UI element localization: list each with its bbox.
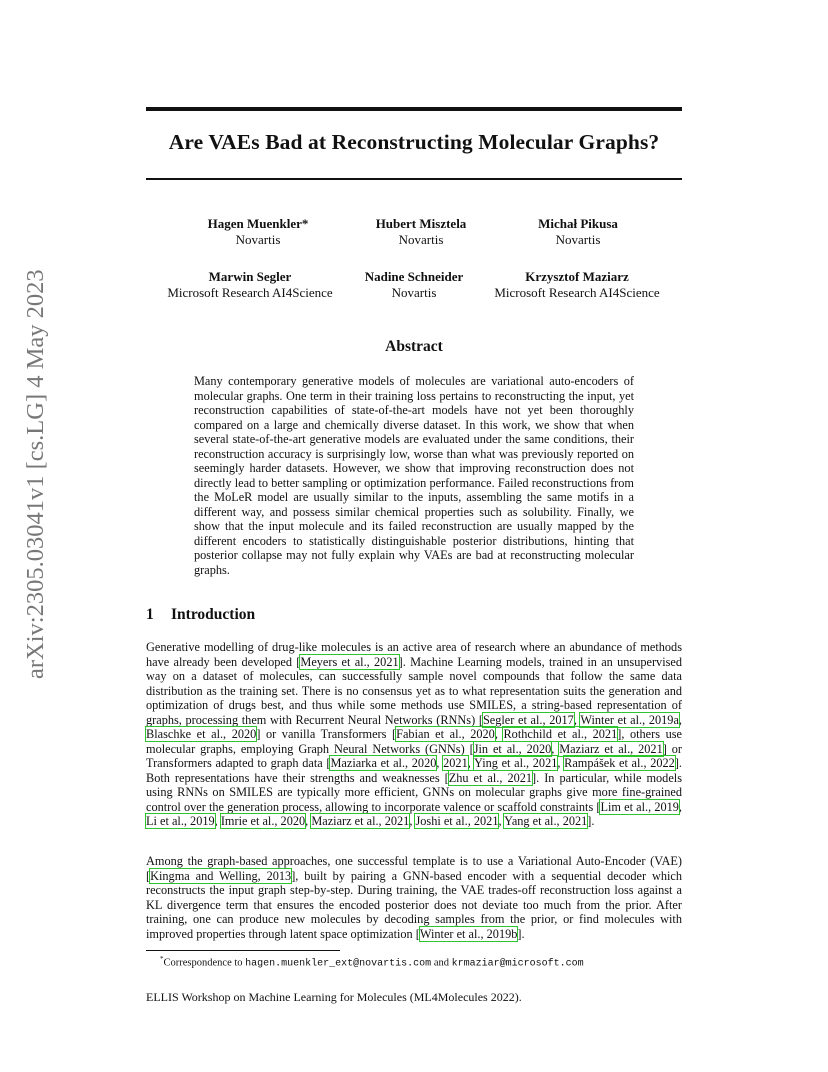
footnote-rule xyxy=(146,950,340,951)
paper-title: Are VAEs Bad at Reconstructing Molecular Graphs? xyxy=(168,130,660,154)
paragraph-text: , xyxy=(494,727,504,741)
footnote-middle: and xyxy=(431,957,452,969)
section-title: Introduction xyxy=(171,606,256,623)
author-affiliation: Novartis xyxy=(398,232,444,247)
citation-link[interactable]: Meyers et al., 2021 xyxy=(300,654,399,669)
citation-link[interactable]: Maziarz et al., 2021 xyxy=(559,741,663,756)
author-affiliation: Novartis xyxy=(555,232,601,247)
paragraph-text: ]. xyxy=(517,926,525,941)
section-number: 1 xyxy=(146,606,154,623)
author-name: Krzysztof Maziarz xyxy=(525,269,629,284)
author-name: Hagen Muenkler* xyxy=(207,216,309,231)
paragraph-text: , xyxy=(551,741,560,756)
citation-link[interactable]: Winter et al., 2019a xyxy=(580,712,679,727)
abstract-text: Many contemporary generative models of molecules are variational auto-encoders of molecular graphs. One term in their training loss pertains to reconstructing the input, yet reconstruction capabilities of state-of-the-art models have not yet been thoroughly compared on a large and chemically diverse dataset. In this work, we show that when several state-of-the-art generative models are evaluated under the same conditions, their reconstruction accuracy is surprisingly low, worse than what was previously reported on seemingly harder datasets. However, we show that improving reconstruction does not directly lead to better sampling or optimization performance. Failed reconstructions from the MoLeR model are usually similar to the inputs, assembling the same motifs in a different way, and possess similar chemical properties such as solubility. Finally, we show that the input molecule and its failed reconstruction are usually mapped by the different encoders to statistically distinguishable posterior distributions, hinting that posterior collapse may not fully explain why VAEs are bad at reconstructing molecular graphs. xyxy=(194,374,634,577)
intro-paragraph-2 xyxy=(146,854,682,941)
venue-note: ELLIS Workshop on Machine Learning for Molecules (ML4Molecules 2022). xyxy=(146,990,522,1004)
author-name: Hubert Misztela xyxy=(375,216,467,231)
paragraph-text: ], others use molecular graphs, employing Graph Neural Networks (GNNs) [ xyxy=(146,727,682,756)
citation-link[interactable]: Fabian et al., 2020 xyxy=(396,727,495,741)
citation-link[interactable]: Maziarz et al., 2021 xyxy=(311,814,410,828)
author-name: Michał Pikusa xyxy=(538,216,618,231)
paragraph-text: , xyxy=(436,756,444,770)
section-heading xyxy=(146,606,255,624)
paragraph-text: , xyxy=(409,814,416,828)
author-affiliation: Novartis xyxy=(235,232,281,247)
title-bottom-rule xyxy=(146,178,682,180)
paragraph-text: ] or vanilla Transformers [ xyxy=(256,727,397,741)
citation-link[interactable]: Lim et al., 2019 xyxy=(600,799,679,814)
email-link[interactable]: krmaziar@microsoft.com xyxy=(451,958,584,970)
footnote-marker: * xyxy=(160,955,164,963)
citation-link[interactable]: Li et al., 2019 xyxy=(146,814,215,828)
footnote xyxy=(160,953,584,971)
paragraph-text: , xyxy=(678,799,682,814)
author-affiliation: Microsoft Research AI4Science xyxy=(167,285,333,300)
abstract-heading: Abstract xyxy=(385,338,443,355)
paragraph-text: ]. Both representations have their strengths and weaknesses [ xyxy=(146,756,682,785)
citation-link[interactable]: Zhu et al., 2021 xyxy=(448,770,533,785)
citation-link[interactable]: Ying et al., 2021 xyxy=(474,756,558,770)
paragraph-text: , xyxy=(573,712,581,727)
author-name: Marwin Segler xyxy=(208,269,292,284)
paragraph-text: , xyxy=(557,756,565,770)
citation-link[interactable]: Imrie et al., 2020 xyxy=(220,814,306,828)
citation-link[interactable]: Winter et al., 2019b xyxy=(419,926,518,941)
paragraph-text: , xyxy=(467,756,474,770)
author-block xyxy=(478,216,678,248)
paragraph-text: , xyxy=(498,814,505,828)
paragraph-text: , xyxy=(214,814,221,828)
email-link[interactable]: hagen.muenkler_ext@novartis.com xyxy=(245,958,432,970)
citation-link[interactable]: Blaschke et al., 2020 xyxy=(146,727,257,741)
paragraph-text: ]. Machine Learning models, trained in an unsupervised way on a dataset of molecules, can successfully sample novel compounds that follow the same data distribution as the training set. There is no consensus yet as to what representation suits the generation and optimization of drugs best, and thus while some methods use SMILES, a string-based representation of graphs, processing them with Recurrent Neural Networks (RNNs) [ xyxy=(146,654,682,727)
paragraph-text: ] or Transformers adapted to graph data [ xyxy=(146,741,682,770)
paragraph-text: , xyxy=(305,814,312,828)
citation-link[interactable]: 2021 xyxy=(443,756,468,770)
title-top-rule xyxy=(146,107,682,111)
paragraph-text: ]. In particular, while models using RNNs on SMILES are typically more efficient, GNNs on molecular graphs give more fine-grained control over the generation process, allowing to incorporate valence or scaffold constraints [ xyxy=(146,770,682,814)
author-affiliation: Microsoft Research AI4Science xyxy=(494,285,660,300)
paragraph-text: ]. xyxy=(587,814,595,828)
paragraph-text: Among the graph-based approaches, one successful template is to use a Variational Auto-Encoder (VAE) [ xyxy=(146,854,682,883)
citation-link[interactable]: Maziarka et al., 2020 xyxy=(330,756,437,770)
citation-link[interactable]: Yang et al., 2021 xyxy=(504,814,588,828)
citation-link[interactable]: Jin et al., 2020 xyxy=(473,741,552,756)
paragraph-text: , xyxy=(678,712,682,727)
intro-paragraph-1 xyxy=(146,640,682,829)
citation-link[interactable]: Segler et al., 2017 xyxy=(482,712,574,727)
footnote-prefix: Correspondence to xyxy=(163,957,246,969)
paragraph-text: Generative modelling of drug-like molecules is an active area of research where an abundance of methods have already been developed [ xyxy=(146,640,682,669)
citation-link[interactable]: Rothchild et al., 2021 xyxy=(503,727,618,741)
citation-link[interactable]: Kingma and Welling, 2013 xyxy=(150,868,292,883)
author-block xyxy=(477,269,677,301)
citation-link[interactable]: Rampášek et al., 2022 xyxy=(564,756,675,770)
paragraph-text: ], built by pairing a GNN-based encoder with a sequential decoder which reconstructs the input graph step-by-step. During training, the VAE trades-off reconstruction loss against a KL divergence term that ensures the encoded posterior does not deviate too much from the prior. After training, one can produce new molecules by decoding samples from the prior, or find molecules with improved properties through latent space optimization [ xyxy=(146,868,682,941)
citation-link[interactable]: Joshi et al., 2021 xyxy=(415,814,499,828)
author-affiliation: Novartis xyxy=(391,285,437,300)
author-name: Nadine Schneider xyxy=(364,269,464,284)
arxiv-identifier: arXiv:2305.03041v1 [cs.LG] 4 May 2023 xyxy=(22,269,49,679)
